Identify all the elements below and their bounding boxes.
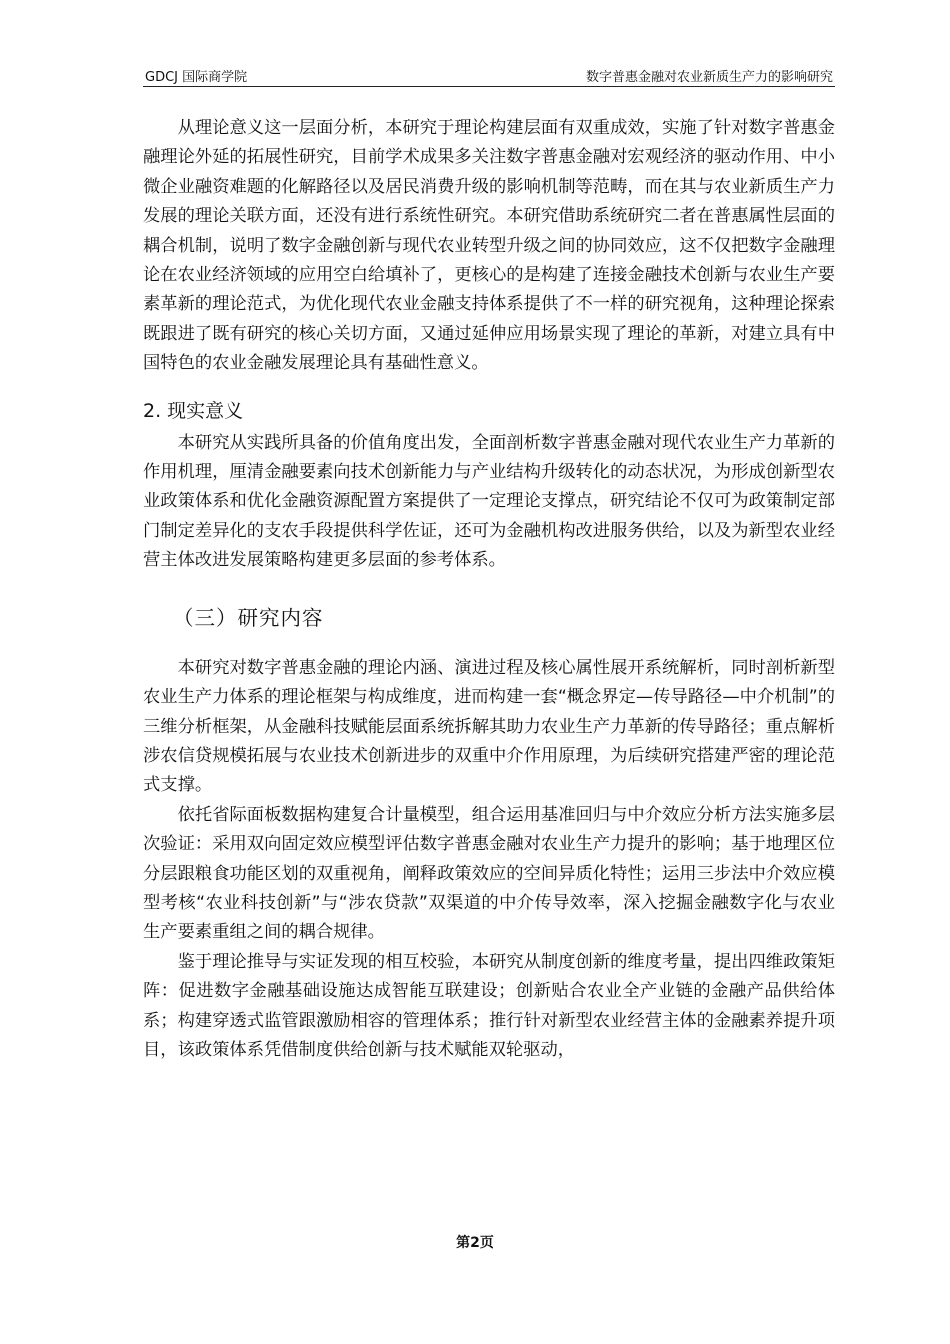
- heading-practical-significance: 2. 现实意义: [143, 399, 244, 422]
- paragraph-research-content-3: 鉴于理论推导与实证发现的相互校验，本研究从制度创新的维度考量，提出四维政策矩阵：促进数字金融基础设施达成智能互联建设；创新贴合农业全产业链的金融产品供给体系；构建穿透式监管跟激励相容的管理体系；推行针对新型农业经营主体的金融素养提升项目，该政策体系凭借制度供给创新与技术赋能双轮驱动，: [143, 951, 835, 1060]
- paragraph-research-content-1: 本研究对数字普惠金融的理论内涵、演进过程及核心属性展开系统解析，同时剖析新型农业生产力体系的理论框架与构成维度，进而构建一套“概念界定—传导路径—中介机制”的三维分析框架，从金融科技赋能层面系统拆解其助力农业生产力革新的传导路径；重点解析涉农信贷规模拓展与农业技术创新进步的双重中介作用原理，为后续研究搭建严密的理论范式支撑。: [143, 657, 835, 796]
- paragraph-practical-significance: 本研究从实践所具备的价值角度出发，全面剖析数字普惠金融对现代农业生产力革新的作用机理，厘清金融要素向技术创新能力与产业结构升级转化的动态状况，为形成创新型农业政策体系和优化金融资源配置方案提供了一定理论支撑点，研究结论不仅可为政策制定部门制定差异化的支农手段提供科学佐证，还可为金融机构改进服务供给，以及为新型农业经营主体改进发展策略构建更多层面的参考体系。: [143, 432, 835, 571]
- paragraph-theoretical-significance: 从理论意义这一层面分析，本研究于理论构建层面有双重成效，实施了针对数字普惠金融理论外延的拓展性研究，目前学术成果多关注数字普惠金融对宏观经济的驱动作用、中小微企业融资难题的化解路径以及居民消费升级的影响机制等范畴，而在其与农业新质生产力发展的理论关联方面，还没有进行系统性研究。本研究借助系统研究二者在普惠属性层面的耦合机制，说明了数字金融创新与现代农业转型升级之间的协同效应，这不仅把数字金融理论在农业经济领域的应用空白给填补了，更核心的是构建了连接金融技术创新与农业生产要素革新的理论范式，为优化现代农业金融支持体系提供了不一样的研究视角，这种理论探索既跟进了既有研究的核心关切方面，又通过延伸应用场景实现了理论的革新，对建立具有中国特色的农业金融发展理论具有基础性意义。: [143, 118, 835, 374]
- heading-research-content: （三）研究内容: [173, 605, 324, 630]
- page-body: [143, 114, 835, 1065]
- header-paper-title: 数字普惠金融对农业新质生产力的影响研究: [585, 70, 833, 85]
- page-header: [143, 66, 835, 87]
- paragraph-research-content-2: 依托省际面板数据构建复合计量模型，组合运用基准回归与中介效应分析方法实施多层次验证：采用双向固定效应模型评估数字普惠金融对农业生产力提升的影响；基于地理区位分层跟粮食功能区划的双重视角，阐释政策效应的空间异质化特性；运用三步法中介效应模型考核“农业科技创新”与“涉农贷款”双渠道的中介传导效率，深入挖掘金融数字化与农业生产要素重组之间的耦合规律。: [143, 804, 835, 943]
- header-institution: GDCJ 国际商学院: [145, 70, 248, 85]
- page-number: 第2页: [456, 1235, 494, 1251]
